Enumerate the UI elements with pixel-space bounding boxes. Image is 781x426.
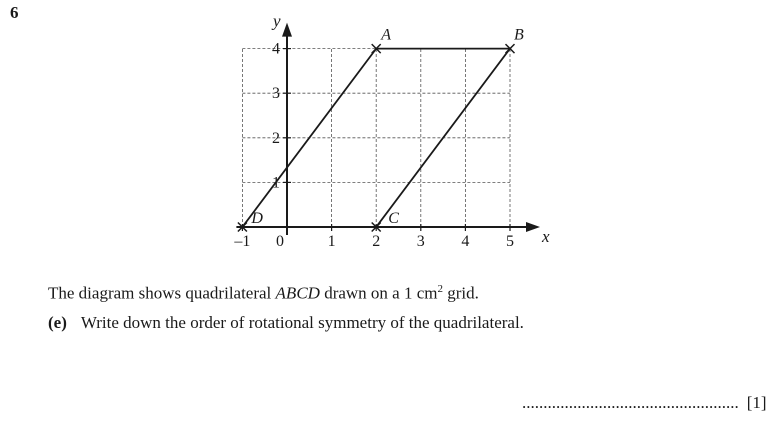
x-tick-label: 4	[461, 233, 470, 250]
question-number: 6	[10, 3, 19, 22]
intro-post: grid.	[443, 283, 479, 303]
y-axis-arrow	[282, 23, 292, 37]
y-tick-label: 2	[272, 129, 280, 147]
x-axis-label: x	[542, 227, 550, 246]
x-tick-label: 2	[372, 233, 381, 250]
y-tick-label: 1	[272, 174, 280, 192]
part-text: Write down the order of rotational symmetry of the quadrilateral.	[80, 313, 524, 332]
intro-pre: The diagram shows quadrilateral	[48, 283, 276, 303]
intro-mid: drawn on a 1 cm	[319, 283, 438, 303]
vertex-label-a: A	[381, 26, 391, 44]
shape-name: ABCD	[275, 283, 320, 303]
vertex-label-c: C	[388, 210, 399, 227]
y-tick-label: 3	[272, 85, 280, 103]
diagram-labels	[233, 12, 550, 250]
vertex-label-d: D	[251, 210, 263, 227]
answer-line[interactable]	[522, 393, 767, 413]
x-tick-label: 3	[416, 233, 425, 250]
y-axis-label: y	[273, 11, 281, 31]
axes	[236, 23, 540, 235]
x-tick-label: 0	[276, 233, 284, 250]
intro-sentence	[48, 283, 479, 304]
vertex-label-b: B	[514, 26, 524, 44]
answer-dots[interactable]: ...................................................	[522, 393, 739, 412]
x-tick-label: –1	[234, 233, 251, 250]
intro-superscript: 2	[437, 283, 443, 295]
x-tick-label: 1	[327, 233, 336, 250]
grid-lines	[242, 49, 510, 227]
part-e-question	[48, 313, 524, 333]
y-tick-label: 4	[272, 40, 280, 58]
x-tick-label: 5	[506, 233, 514, 250]
marks-allocation: [1]	[746, 393, 767, 412]
part-label: (e)	[48, 313, 67, 332]
x-axis-arrow	[526, 222, 540, 232]
